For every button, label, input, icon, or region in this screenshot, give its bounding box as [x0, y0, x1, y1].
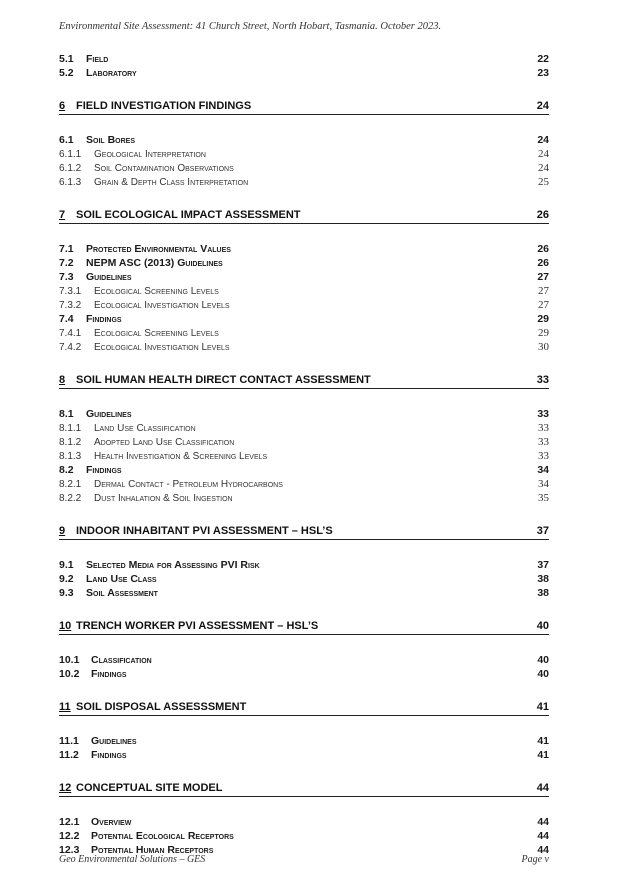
toc-entry[interactable] [59, 748, 549, 762]
toc-entry[interactable] [59, 667, 549, 681]
toc-entry-page: 38 [537, 587, 549, 599]
toc-entry-number: 12 [59, 782, 72, 794]
toc-entry[interactable] [59, 175, 549, 189]
toc-entry-title: Health Investigation & Screening Levels [94, 451, 268, 462]
toc-entry-title: Dust Inhalation & Soil Ingestion [94, 493, 233, 504]
toc-entry-number: 8.2.1 [59, 479, 82, 490]
toc-entry-title: Field [86, 53, 109, 65]
toc-entry-page: 30 [538, 341, 549, 353]
toc-entry[interactable] [59, 312, 549, 326]
toc-entry-number: 5.1 [59, 53, 74, 65]
toc-entry-number: 9.1 [59, 559, 74, 571]
toc-entry-number: 8.2.2 [59, 493, 82, 504]
toc-entry-number: 7.3.2 [59, 300, 82, 311]
toc-entry-page: 29 [537, 313, 549, 325]
toc-entry-title: SOIL DISPOSAL ASSESSSMENT [76, 701, 247, 713]
toc-entry[interactable] [59, 66, 549, 80]
toc-entry-page: 35 [538, 492, 549, 504]
page-header: Environmental Site Assessment: 41 Church Street, North Hobart, Tasmania. October 2023. [59, 21, 442, 32]
toc-entry-title: Potential Ecological Receptors [91, 830, 234, 842]
toc-entry-number: 5.2 [59, 67, 74, 79]
toc-entry-page: 41 [536, 701, 549, 713]
toc-entry-page: 33 [538, 422, 549, 434]
toc-entry-title: CONCEPTUAL SITE MODEL [76, 782, 223, 794]
toc-entry-number: 7.1 [59, 243, 74, 255]
toc-entry-number: 11.1 [59, 735, 79, 747]
footer-company: Geo Environmental Solutions – GES [59, 854, 206, 865]
toc-entry-title: Potential Human Receptors [91, 844, 214, 856]
toc-entry-title: Soil Contamination Observations [94, 163, 234, 174]
toc-section-heading[interactable] [59, 700, 549, 716]
toc-entry[interactable] [59, 653, 549, 667]
toc-entry-number: 7.3.1 [59, 286, 82, 297]
toc-entry-title: Overview [91, 816, 132, 828]
toc-entry-page: 26 [536, 209, 549, 221]
toc-entry[interactable] [59, 326, 549, 340]
toc-entry[interactable] [59, 52, 549, 66]
toc-entry-page: 44 [537, 816, 549, 828]
toc-entry-number: 11.2 [59, 749, 79, 761]
footer-page-number: Page v [521, 854, 549, 865]
toc-entry-title: Grain & Depth Class Interpretation [94, 177, 249, 188]
toc-entry-title: Land Use Classification [94, 423, 196, 434]
toc-entry[interactable] [59, 558, 549, 572]
toc-entry-title: Guidelines [86, 271, 132, 283]
toc-entry-title: Guidelines [86, 408, 132, 420]
toc-entry-number: 7.2 [59, 257, 74, 269]
toc-entry-title: TRENCH WORKER PVI ASSESSMENT – HSL’S [76, 620, 319, 632]
toc-entry-page: 23 [537, 67, 549, 79]
toc-entry-number: 12.3 [59, 844, 80, 856]
toc-entry-number: 8.1.3 [59, 451, 82, 462]
toc-entry-page: 27 [538, 285, 549, 297]
toc-entry-page: 25 [538, 176, 549, 188]
toc-section-heading[interactable] [59, 208, 549, 224]
toc-entry-page: 37 [537, 559, 549, 571]
toc-entry-page: 24 [536, 100, 549, 112]
toc-entry-number: 7 [59, 209, 66, 221]
toc-entry-title: Soil Bores [86, 134, 136, 146]
toc-entry-page: 38 [537, 573, 549, 585]
toc-entry-title: NEPM ASC (2013) Guidelines [86, 257, 223, 269]
toc-entry-title: SOIL HUMAN HEALTH DIRECT CONTACT ASSESSMENT [76, 374, 371, 386]
toc-entry-page: 37 [536, 525, 549, 537]
toc-entry-number: 7.3 [59, 271, 74, 283]
toc-entry[interactable] [59, 242, 549, 256]
toc-entry-title: Findings [86, 464, 122, 476]
toc-entry-page: 22 [537, 53, 549, 65]
toc-entry[interactable] [59, 256, 549, 270]
toc-entry[interactable] [59, 298, 549, 312]
toc-entry-number: 8.2 [59, 464, 74, 476]
toc-entry-page: 27 [537, 271, 549, 283]
toc-entry-number: 11 [59, 701, 71, 713]
toc-entry-page: 26 [537, 257, 549, 269]
toc-entry-title: SOIL ECOLOGICAL IMPACT ASSESSMENT [76, 209, 301, 221]
toc-entry-page: 41 [537, 749, 549, 761]
toc-entry[interactable] [59, 340, 549, 354]
toc-entry[interactable] [59, 147, 549, 161]
toc-entry[interactable] [59, 421, 549, 435]
toc-entry-title: INDOOR INHABITANT PVI ASSESSMENT – HSL’S [76, 525, 333, 537]
toc-entry-title: Findings [91, 668, 127, 680]
toc-section-heading[interactable] [59, 524, 549, 540]
toc-entry-title: Findings [91, 749, 127, 761]
toc-entry-number: 7.4.2 [59, 342, 82, 353]
toc-section-heading[interactable] [59, 99, 549, 115]
toc-section-heading[interactable] [59, 373, 549, 389]
toc-entry-number: 7.4.1 [59, 328, 82, 339]
toc-entry-title: FIELD INVESTIGATION FINDINGS [76, 100, 252, 112]
toc-entry[interactable] [59, 284, 549, 298]
toc-entry-page: 41 [537, 735, 549, 747]
toc-entry-title: Ecological Screening Levels [94, 286, 219, 297]
toc-entry-title: Protected Environmental Values [86, 243, 231, 255]
toc-entry[interactable] [59, 829, 549, 843]
toc-entry-title: Findings [86, 313, 122, 325]
toc-entry[interactable] [59, 133, 549, 147]
toc-entry-number: 9.3 [59, 587, 74, 599]
toc-entry-number: 9.2 [59, 573, 74, 585]
toc-entry-page: 34 [538, 478, 549, 490]
toc-entry-title: Ecological Investigation Levels [94, 342, 230, 353]
toc-entry-number: 8.1.2 [59, 437, 82, 448]
toc-entry-number: 10.1 [59, 654, 80, 666]
toc-entry-title: Laboratory [86, 67, 137, 79]
toc-entry[interactable] [59, 477, 549, 491]
toc-entry-number: 8.1.1 [59, 423, 82, 434]
toc-entry-page: 40 [537, 654, 549, 666]
toc-entry-title: Selected Media for Assessing PVI Risk [86, 559, 260, 571]
toc-entry[interactable] [59, 449, 549, 463]
toc-entry-number: 10 [59, 620, 72, 632]
toc-entry-number: 12.1 [59, 816, 80, 828]
toc-entry-page: 40 [536, 620, 549, 632]
toc-entry-title: Classification [91, 654, 152, 666]
toc-section-heading[interactable] [59, 781, 549, 797]
toc-entry-page: 44 [536, 782, 549, 794]
toc-entry-title: Geological Interpretation [94, 149, 206, 160]
toc-entry-title: Adopted Land Use Classification [94, 437, 235, 448]
toc-entry-number: 8.1 [59, 408, 74, 420]
toc-entry-page: 24 [538, 148, 549, 160]
toc-entry-page: 33 [538, 450, 549, 462]
toc-entry-page: 34 [537, 464, 549, 476]
toc-entry-number: 7.4 [59, 313, 74, 325]
toc-entry-page: 44 [537, 830, 549, 842]
toc-entry[interactable] [59, 161, 549, 175]
toc-entry-page: 29 [538, 327, 549, 339]
toc-entry-page: 24 [538, 162, 549, 174]
toc-entry-title: Ecological Investigation Levels [94, 300, 230, 311]
toc-entry-page: 33 [538, 436, 549, 448]
toc-entry-page: 44 [537, 844, 549, 856]
toc-entry[interactable] [59, 572, 549, 586]
table-of-contents [59, 52, 549, 857]
toc-entry[interactable] [59, 270, 549, 284]
toc-entry-number: 6.1.1 [59, 149, 82, 160]
toc-entry-title: Guidelines [91, 735, 137, 747]
page-footer [59, 854, 549, 865]
toc-entry-number: 9 [59, 525, 66, 537]
toc-entry-page: 26 [537, 243, 549, 255]
toc-entry-title: Ecological Screening Levels [94, 328, 219, 339]
toc-entry-number: 10.2 [59, 668, 80, 680]
toc-entry-number: 6.1.2 [59, 163, 82, 174]
toc-section-heading[interactable] [59, 619, 549, 635]
toc-entry-page: 33 [536, 374, 549, 386]
toc-entry-page: 27 [538, 299, 549, 311]
toc-entry[interactable] [59, 463, 549, 477]
toc-entry-title: Dermal Contact - Petroleum Hydrocarbons [94, 479, 283, 490]
toc-entry[interactable] [59, 435, 549, 449]
toc-entry-number: 12.2 [59, 830, 80, 842]
toc-entry-title: Land Use Class [86, 573, 157, 585]
toc-entry[interactable] [59, 407, 549, 421]
toc-entry-page: 40 [537, 668, 549, 680]
toc-entry-number: 6.1.3 [59, 177, 82, 188]
toc-entry[interactable] [59, 491, 549, 505]
toc-entry-number: 8 [59, 374, 66, 386]
toc-entry-page: 24 [537, 134, 549, 146]
toc-entry-number: 6 [59, 100, 66, 112]
toc-entry-number: 6.1 [59, 134, 74, 146]
toc-entry[interactable] [59, 815, 549, 829]
toc-entry[interactable] [59, 586, 549, 600]
toc-entry-title: Soil Assessment [86, 587, 158, 599]
toc-entry-page: 33 [537, 408, 549, 420]
toc-entry[interactable] [59, 734, 549, 748]
